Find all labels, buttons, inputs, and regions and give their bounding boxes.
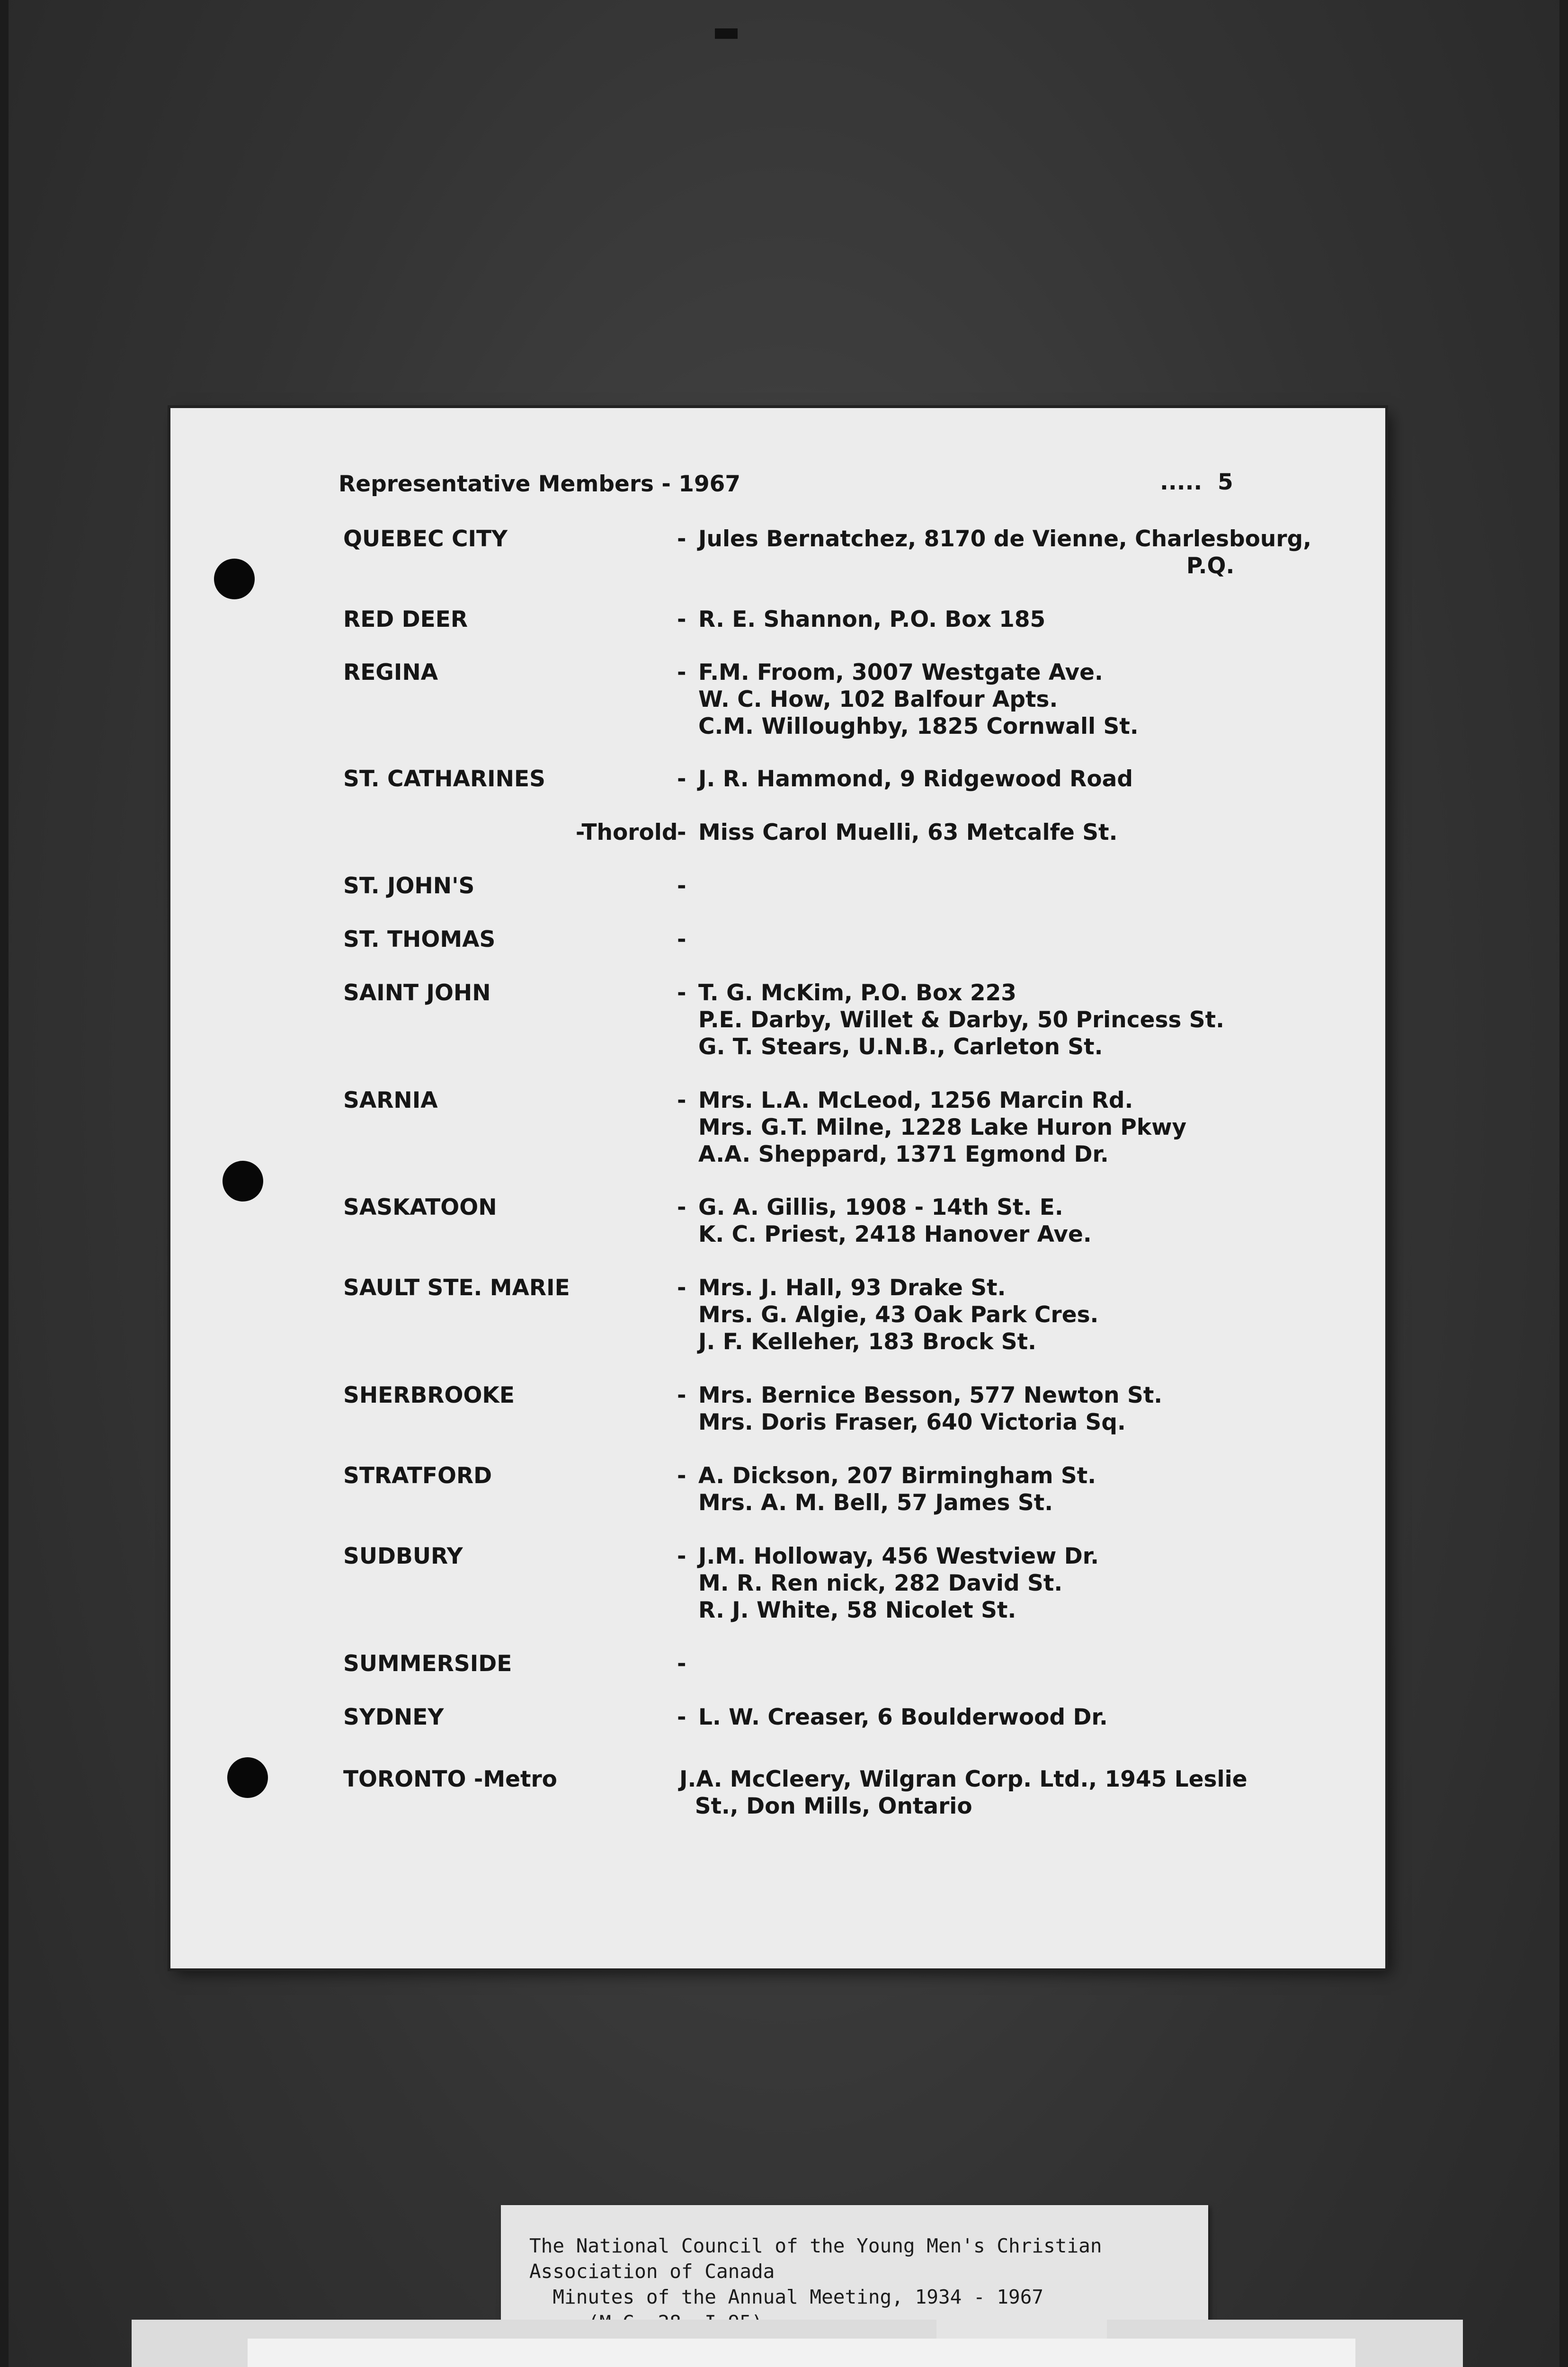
representative-line: P.Q. <box>698 553 1235 579</box>
representative-line: R. E. Shannon, P.O. Box 185 <box>698 606 1046 632</box>
representative-line: J.A. McCleery, Wilgran Corp. Ltd., 1945 Leslie <box>679 1766 1247 1792</box>
entry-dash: - <box>677 659 686 685</box>
member-entry <box>170 659 1385 739</box>
representative-lines <box>698 1194 1092 1248</box>
representative-line: L. W. Creaser, 6 Boulderwood Dr. <box>698 1704 1108 1730</box>
member-entry <box>170 979 1385 1060</box>
page-header-title: Representative Members - 1967 <box>339 471 741 497</box>
representative-line: F.M. Froom, 3007 Westgate Ave. <box>698 659 1103 685</box>
representative-lines <box>698 525 1311 579</box>
representative-lines <box>698 1462 1096 1516</box>
label-line: The National Council of the Young Men's Christian <box>529 2234 1102 2257</box>
entry-dash: - <box>677 1651 686 1677</box>
label-line: Association of Canada <box>529 2260 775 2283</box>
entry-dash: - <box>677 1275 686 1301</box>
member-entry <box>170 1194 1385 1274</box>
representative-lines <box>698 819 1117 846</box>
representative-line: R. J. White, 58 Nicolet St. <box>698 1597 1016 1623</box>
representative-lines <box>698 765 1133 792</box>
member-entry <box>170 1087 1385 1167</box>
entry-dash: - <box>677 1087 686 1113</box>
city-name: SASKATOON <box>343 1194 497 1220</box>
city-name: RED DEER <box>343 606 468 632</box>
entry-dash: - <box>677 766 686 792</box>
city-name: SAINT JOHN <box>343 980 491 1006</box>
representative-line: Mrs. L.A. McLeod, 1256 Marcin Rd. <box>698 1087 1133 1113</box>
member-entry <box>170 1462 1385 1543</box>
member-entry <box>170 1543 1385 1623</box>
document-page <box>170 408 1385 1968</box>
representative-lines <box>698 1543 1099 1624</box>
city-name: SYDNEY <box>343 1704 444 1730</box>
entry-dash: - <box>677 873 686 899</box>
city-name: SARNIA <box>343 1087 438 1113</box>
entry-dash: - <box>677 1194 686 1220</box>
city-name: ST. CATHARINES <box>343 766 545 792</box>
representative-line: K. C. Priest, 2418 Hanover Ave. <box>698 1221 1092 1247</box>
city-name: STRATFORD <box>343 1463 492 1489</box>
representative-lines <box>698 1274 1098 1355</box>
representative-lines <box>698 1382 1162 1436</box>
representative-line: M. R. Ren nick, 282 David St. <box>698 1570 1063 1596</box>
representative-line: Mrs. G.T. Milne, 1228 Lake Huron Pkwy <box>698 1114 1187 1140</box>
representative-line: Mrs. G. Algie, 43 Oak Park Cres. <box>698 1302 1099 1328</box>
representative-line: P.E. Darby, Willet & Darby, 50 Princess St. <box>698 1007 1224 1033</box>
member-entry <box>170 1766 1385 1846</box>
entry-dash: - <box>677 1382 686 1408</box>
representative-line: Mrs. A. M. Bell, 57 James St. <box>698 1490 1053 1516</box>
representative-line: Mrs. J. Hall, 93 Drake St. <box>698 1275 1006 1301</box>
representative-line: A.A. Sheppard, 1371 Egmond Dr. <box>698 1141 1109 1167</box>
film-edge-left <box>0 0 9 2367</box>
representative-line: Jules Bernatchez, 8170 de Vienne, Charlesbourg, <box>698 526 1312 552</box>
archive-card <box>132 2320 1463 2367</box>
representative-line: Mrs. Doris Fraser, 640 Victoria Sq. <box>698 1409 1126 1435</box>
label-line: Minutes of the Annual Meeting, 1934 - 1967 <box>529 2286 1044 2308</box>
city-name: SUDBURY <box>343 1543 463 1569</box>
city-name: ST. JOHN'S <box>343 873 475 899</box>
entry-dash: - <box>677 1543 686 1569</box>
representative-lines <box>679 1766 1247 1820</box>
member-entry <box>170 1382 1385 1462</box>
city-name: ST. THOMAS <box>343 926 496 952</box>
city-name: SHERBROOKE <box>343 1382 515 1408</box>
representative-line: A. Dickson, 207 Birmingham St. <box>698 1463 1096 1489</box>
representative-line: T. G. McKim, P.O. Box 223 <box>698 980 1016 1006</box>
representative-line: J.M. Holloway, 456 Westview Dr. <box>698 1543 1099 1569</box>
representative-line: G. T. Stears, U.N.B., Carleton St. <box>698 1034 1103 1060</box>
representative-line: J. R. Hammond, 9 Ridgewood Road <box>698 766 1133 792</box>
film-notch-top <box>715 28 738 39</box>
representative-line: J. F. Kelleher, 183 Brock St. <box>698 1329 1036 1355</box>
city-name: TORONTO -Metro <box>343 1766 557 1792</box>
entry-dash: - <box>677 980 686 1006</box>
city-name: QUEBEC CITY <box>343 526 508 552</box>
representative-line: C.M. Willoughby, 1825 Cornwall St. <box>698 713 1139 739</box>
archive-card-face <box>248 2339 1355 2367</box>
city-name: SAULT STE. MARIE <box>343 1275 570 1301</box>
representative-lines <box>698 659 1139 740</box>
city-name: -Thorold <box>343 819 678 845</box>
representative-lines <box>698 979 1224 1060</box>
entry-dash: - <box>677 926 686 952</box>
representative-line: G. A. Gillis, 1908 - 14th St. E. <box>698 1194 1063 1220</box>
representative-lines <box>698 1704 1108 1731</box>
representative-lines <box>698 1087 1186 1168</box>
representative-line: Mrs. Bernice Besson, 577 Newton St. <box>698 1382 1163 1408</box>
entry-dash: - <box>677 1463 686 1489</box>
entry-dash: - <box>677 1704 686 1730</box>
film-edge-right <box>1559 0 1568 2367</box>
representative-lines <box>698 606 1045 633</box>
entry-dash: - <box>677 819 686 845</box>
entry-dash: - <box>677 526 686 552</box>
representative-line: W. C. How, 102 Balfour Apts. <box>698 686 1058 712</box>
representative-line: Miss Carol Muelli, 63 Metcalfe St. <box>698 819 1118 845</box>
city-name: SUMMERSIDE <box>343 1651 512 1677</box>
entry-dash: - <box>677 606 686 632</box>
city-name: REGINA <box>343 659 438 685</box>
representative-line: St., Don Mills, Ontario <box>679 1793 972 1819</box>
page-number: ..... 5 <box>1160 469 1233 495</box>
member-entry <box>170 1274 1385 1355</box>
member-entry <box>170 525 1385 606</box>
